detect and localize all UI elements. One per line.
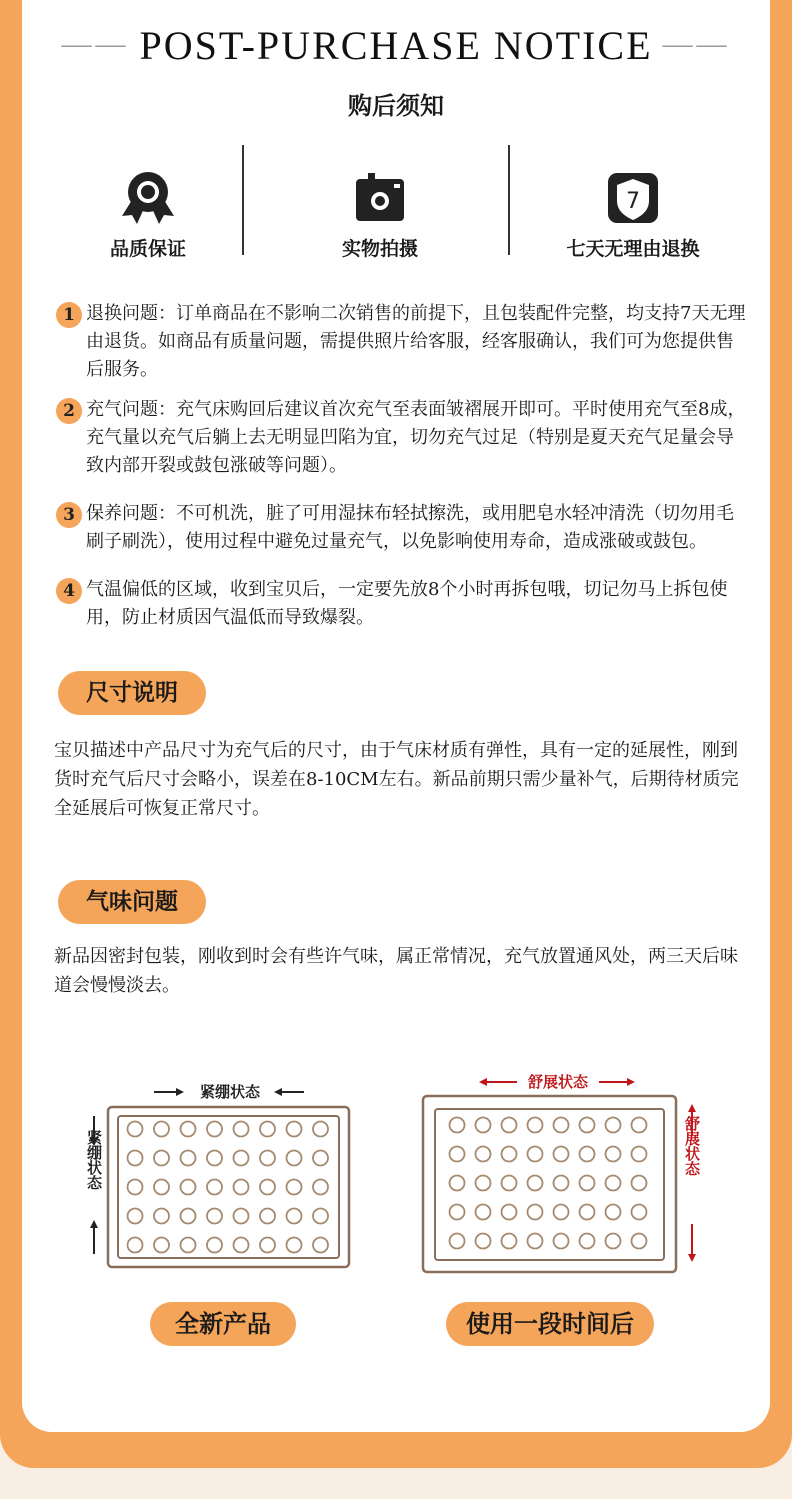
mattress-dot bbox=[181, 1209, 196, 1224]
notice-item bbox=[56, 300, 746, 384]
mattress-dot bbox=[580, 1205, 595, 1220]
mattress-dot bbox=[476, 1147, 491, 1162]
right-top-label: 舒展状态 bbox=[527, 1073, 589, 1091]
mattress-dot bbox=[606, 1176, 621, 1191]
mattress-dot bbox=[128, 1151, 143, 1166]
mattress-dot bbox=[606, 1234, 621, 1249]
right-mattress-inner bbox=[435, 1109, 664, 1260]
diagram-new-product bbox=[80, 1074, 360, 1274]
mattress-dot bbox=[632, 1234, 647, 1249]
mattress-dot bbox=[154, 1122, 169, 1137]
mattress-dot bbox=[128, 1122, 143, 1137]
mattress-dot bbox=[313, 1180, 328, 1195]
mattress-dot bbox=[580, 1118, 595, 1133]
smell-section-text: 新品因密封包装，刚收到时会有些许气味，属正常情况，充气放置通风处，两三天后味道会慢慢淡去。 bbox=[54, 946, 738, 996]
mattress-dot bbox=[260, 1238, 275, 1253]
mattress-dot bbox=[606, 1205, 621, 1220]
left-dot-grid bbox=[128, 1122, 329, 1253]
mattress-dot bbox=[632, 1118, 647, 1133]
mattress-dot bbox=[632, 1147, 647, 1162]
mattress-dot bbox=[313, 1209, 328, 1224]
notice-item bbox=[56, 500, 746, 556]
size-section-title: 尺寸说明 bbox=[58, 671, 206, 715]
mattress-dot bbox=[234, 1151, 249, 1166]
notice-number: 3 bbox=[56, 502, 82, 528]
mattress-dot bbox=[260, 1180, 275, 1195]
mattress-dot bbox=[476, 1118, 491, 1133]
mattress-dot bbox=[154, 1209, 169, 1224]
mattress-dot bbox=[554, 1176, 569, 1191]
caption-new-product: 全新产品 bbox=[150, 1302, 296, 1346]
mattress-dot bbox=[234, 1122, 249, 1137]
feature-quality-label: 品质保证 bbox=[109, 238, 186, 260]
mattress-dot bbox=[554, 1205, 569, 1220]
title-dash-right: —— bbox=[662, 27, 731, 60]
notice-number: 1 bbox=[56, 302, 82, 328]
mattress-dot bbox=[554, 1118, 569, 1133]
notice-text: 保养问题：不可机洗，脏了可用湿抹布轻拭擦洗，或用肥皂水轻冲清洗（切勿用毛刷子刷洗），使用过程中避免过量充气，以免影响使用寿命，造成涨破或鼓包。 bbox=[86, 503, 734, 552]
page-subtitle: 购后须知 bbox=[348, 91, 444, 120]
mattress-dot bbox=[207, 1180, 222, 1195]
mattress-dot bbox=[313, 1122, 328, 1137]
mattress-dot bbox=[450, 1147, 465, 1162]
mattress-dot bbox=[580, 1234, 595, 1249]
mattress-dot bbox=[234, 1180, 249, 1195]
mattress-dot bbox=[128, 1180, 143, 1195]
mattress-dot bbox=[528, 1205, 543, 1220]
mattress-dot bbox=[260, 1209, 275, 1224]
mattress-dot bbox=[580, 1176, 595, 1191]
notice-number: 4 bbox=[56, 578, 82, 604]
smell-section-title: 气味问题 bbox=[58, 880, 206, 924]
mattress-dot bbox=[181, 1151, 196, 1166]
left-top-label: 紧绷状态 bbox=[199, 1083, 261, 1101]
notice-item bbox=[56, 396, 746, 480]
mattress-dot bbox=[181, 1180, 196, 1195]
camera-icon bbox=[350, 168, 410, 228]
feature-quality bbox=[48, 168, 248, 261]
right-mattress-outer bbox=[423, 1096, 676, 1272]
mattress-dot bbox=[287, 1238, 302, 1253]
left-mattress-inner bbox=[118, 1116, 339, 1258]
mattress-dot bbox=[502, 1147, 517, 1162]
mattress-dot bbox=[632, 1205, 647, 1220]
mattress-dot bbox=[606, 1147, 621, 1162]
mattress-dot bbox=[502, 1176, 517, 1191]
mattress-dot bbox=[128, 1209, 143, 1224]
mattress-dot bbox=[450, 1234, 465, 1249]
title-dash-left: —— bbox=[61, 27, 130, 60]
mattress-dot bbox=[502, 1234, 517, 1249]
mattress-dot bbox=[154, 1151, 169, 1166]
mattress-dot bbox=[313, 1238, 328, 1253]
mattress-dot bbox=[476, 1176, 491, 1191]
mattress-dot bbox=[528, 1176, 543, 1191]
mattress-dot bbox=[287, 1180, 302, 1195]
mattress-dot bbox=[313, 1151, 328, 1166]
feature-photo-label: 实物拍摄 bbox=[341, 238, 418, 260]
mattress-dot bbox=[207, 1151, 222, 1166]
mattress-dot bbox=[476, 1234, 491, 1249]
mattress-dot bbox=[450, 1118, 465, 1133]
notice-text: 充气问题：充气床购回后建议首次充气至表面皱褶展开即可。平时使用充气至8成，充气量以充气后躺上去无明显凹陷为宜，切勿充气过足（特别是夏天充气足量会导致内部开裂或鼓包涨破等问题）。 bbox=[86, 399, 746, 476]
mattress-dot bbox=[450, 1176, 465, 1191]
mattress-dot bbox=[260, 1122, 275, 1137]
mattress-dot bbox=[528, 1118, 543, 1133]
award-ribbon-icon bbox=[118, 168, 178, 228]
mattress-dot bbox=[234, 1238, 249, 1253]
mattress-dot bbox=[287, 1209, 302, 1224]
mattress-dot bbox=[154, 1180, 169, 1195]
mattress-dot bbox=[606, 1118, 621, 1133]
feature-photo bbox=[280, 168, 480, 261]
mattress-dot bbox=[528, 1147, 543, 1162]
mattress-dot bbox=[632, 1176, 647, 1191]
notice-number: 2 bbox=[56, 398, 82, 424]
page-title bbox=[0, 22, 792, 69]
mattress-dot bbox=[554, 1234, 569, 1249]
divider-2 bbox=[508, 145, 510, 255]
diagram-after-use bbox=[415, 1068, 715, 1278]
mattress-dot bbox=[260, 1151, 275, 1166]
mattress-dot bbox=[181, 1238, 196, 1253]
mattress-dot bbox=[580, 1147, 595, 1162]
title-text: POST-PURCHASE NOTICE bbox=[139, 23, 653, 68]
mattress-dot bbox=[207, 1238, 222, 1253]
mattress-dot bbox=[207, 1209, 222, 1224]
feature-return bbox=[533, 168, 733, 261]
mattress-dot bbox=[528, 1234, 543, 1249]
mattress-dot bbox=[287, 1151, 302, 1166]
feature-return-label: 七天无理由退换 bbox=[566, 238, 700, 260]
mattress-dot bbox=[450, 1205, 465, 1220]
mattress-dot bbox=[502, 1205, 517, 1220]
notice-item bbox=[56, 576, 746, 632]
left-side-label: 紧绷状态 bbox=[85, 1130, 103, 1190]
right-dot-grid bbox=[450, 1118, 647, 1249]
mattress-dot bbox=[181, 1122, 196, 1137]
mattress-dot bbox=[128, 1238, 143, 1253]
size-section-text: 宝贝描述中产品尺寸为充气后的尺寸，由于气床材质有弹性，具有一定的延展性，刚到货时充气后尺寸会略小，误差在8-10CM左右。新品前期只需少量补气，后期待材质完全延展后可恢复正常尺寸。 bbox=[54, 740, 739, 819]
notice-text: 退换问题：订单商品在不影响二次销售的前提下，且包装配件完整，均支持7天无理由退货。如商品有质量问题，需提供照片给客服，经客服确认，我们可为您提供售后服务。 bbox=[86, 303, 746, 380]
mattress-dot bbox=[234, 1209, 249, 1224]
notice-text: 气温偏低的区域，收到宝贝后，一定要先放8个小时再拆包哦，切记勿马上拆包使用，防止材质因气温低而导致爆裂。 bbox=[86, 579, 728, 628]
seven-day-shield-icon bbox=[603, 168, 663, 228]
mattress-dot bbox=[287, 1122, 302, 1137]
mattress-dot bbox=[554, 1147, 569, 1162]
mattress-dot bbox=[207, 1122, 222, 1137]
mattress-dot bbox=[154, 1238, 169, 1253]
caption-after-use: 使用一段时间后 bbox=[446, 1302, 654, 1346]
mattress-dot bbox=[502, 1118, 517, 1133]
mattress-dot bbox=[476, 1205, 491, 1220]
right-side-label: 舒展状态 bbox=[683, 1116, 701, 1176]
divider-1 bbox=[242, 145, 244, 255]
shield-number: 7 bbox=[626, 189, 640, 214]
